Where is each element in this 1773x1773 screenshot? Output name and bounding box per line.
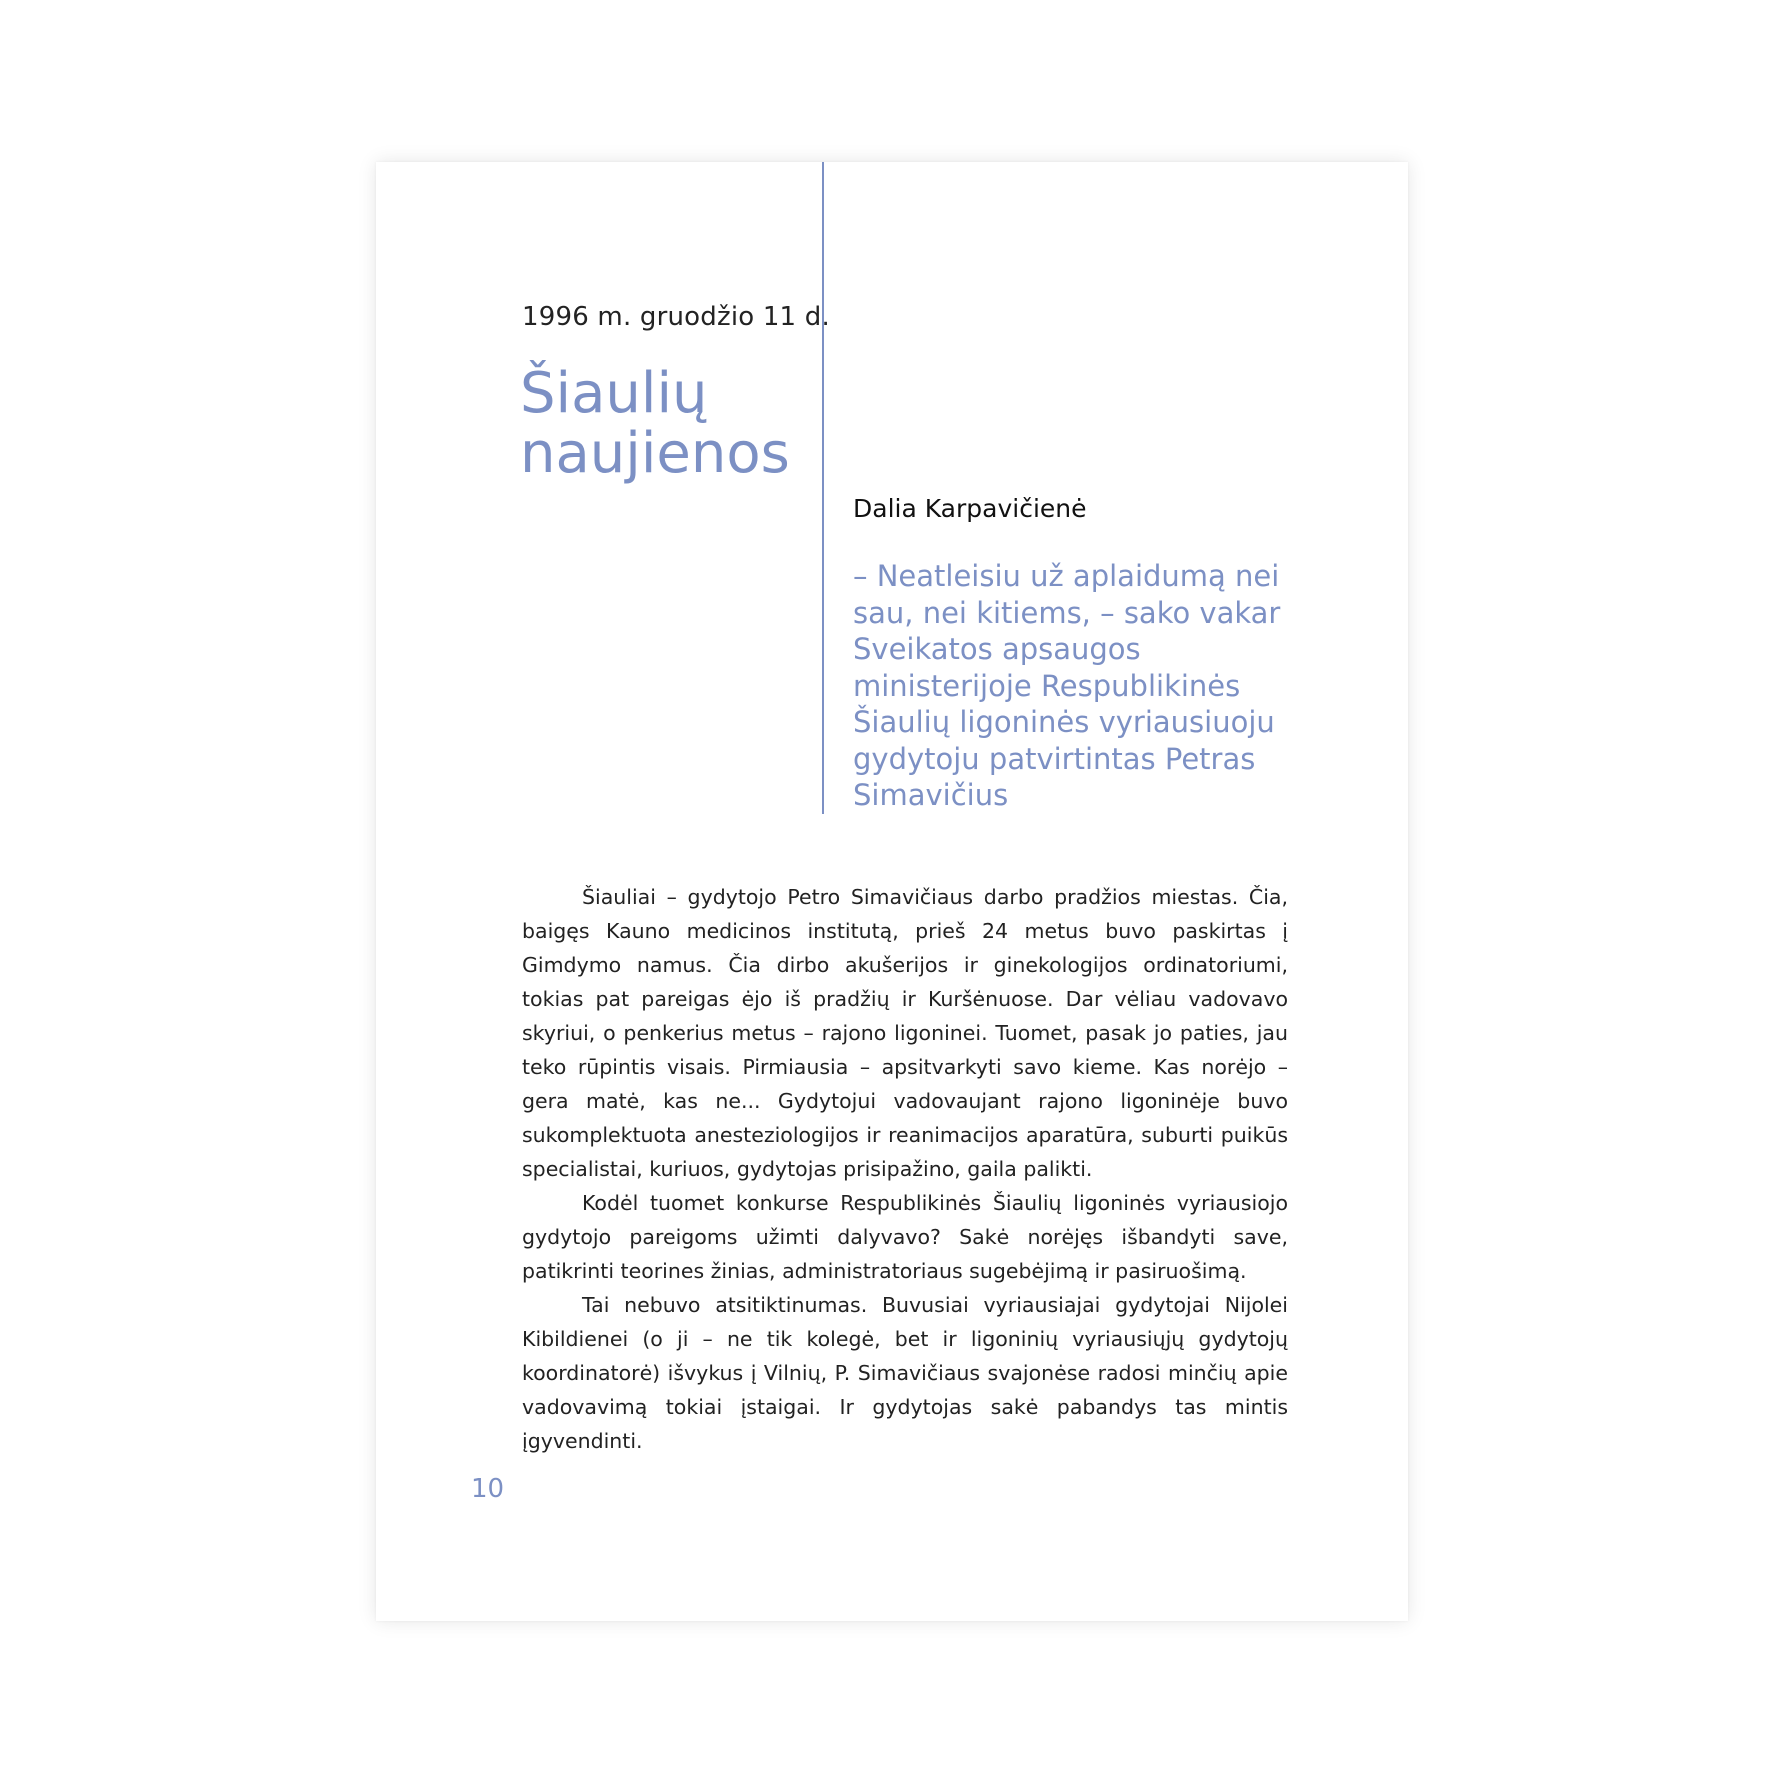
- article-author: Dalia Karpavičienė: [853, 494, 1087, 523]
- article-title-line-1: Šiaulių: [520, 361, 708, 426]
- vertical-divider: [822, 162, 824, 814]
- article-title: [520, 361, 790, 486]
- body-paragraph: Kodėl tuomet konkurse Respublikinės Šiaulių ligoninės vyriausiojo gydytojo pareigoms užimti dalyvavo? Sakė norėjęs išbandyti save, patikrinti teorines žinias, administratoriaus sugebėjimą ir pasiruošimą.: [522, 1191, 1288, 1283]
- body-paragraph: Šiauliai – gydytojo Petro Simavičiaus darbo pradžios miestas. Čia, baigęs Kauno medicinos institutą, prieš 24 metus buvo paskirtas į Gimdymo namus. Čia dirbo akušerijos ir ginekologijos ordinatoriumi, tokias pat pareigas ėjo iš pradžių ir Kuršėnuose. Dar vėliau vadovavo skyriui, o penkerius metus – rajono ligoninei. Tuomet, pasak jo paties, jau teko rūpintis visais. Pirmiausia – apsitvarkyti savo kieme. Kas norėjo – gera matė, kas ne... Gydytojui vadovaujant rajono ligoninėje buvo sukomplektuota anesteziologijos ir reanimacijos aparatūra, suburti puikūs specialistai, kuriuos, gydytojas prisipažino, gaila palikti.: [522, 885, 1288, 1181]
- article-body: [522, 880, 1288, 1458]
- article-lead-quote: – Neatleisiu už aplaidumą nei sau, nei kitiems, – sako vakar Sveikatos apsaugos ministerijoje Respublikinės Šiaulių ligoninės vyriausiuoju gydytoju patvirtintas Petras Simavičius: [853, 559, 1281, 812]
- page-number: 10: [471, 1474, 505, 1504]
- body-paragraph: Tai nebuvo atsitiktinumas. Buvusiai vyriausiajai gydytojai Nijolei Kibildienei (o ji – ne tik kolegė, bet ir ligoninių vyriausiųjų gydytojų koordinatorė) išvykus į Vilnių, P. Simavičiaus svajonėse radosi minčių apie vadovavimą tokiai įstaigai. Ir gydytojas sakė pabandys tas mintis įgyvendinti.: [522, 1293, 1288, 1453]
- book-page: [376, 162, 1408, 1621]
- article-date: 1996 m. gruodžio 11 d.: [522, 302, 830, 332]
- article-title-line-2: naujienos: [520, 421, 790, 486]
